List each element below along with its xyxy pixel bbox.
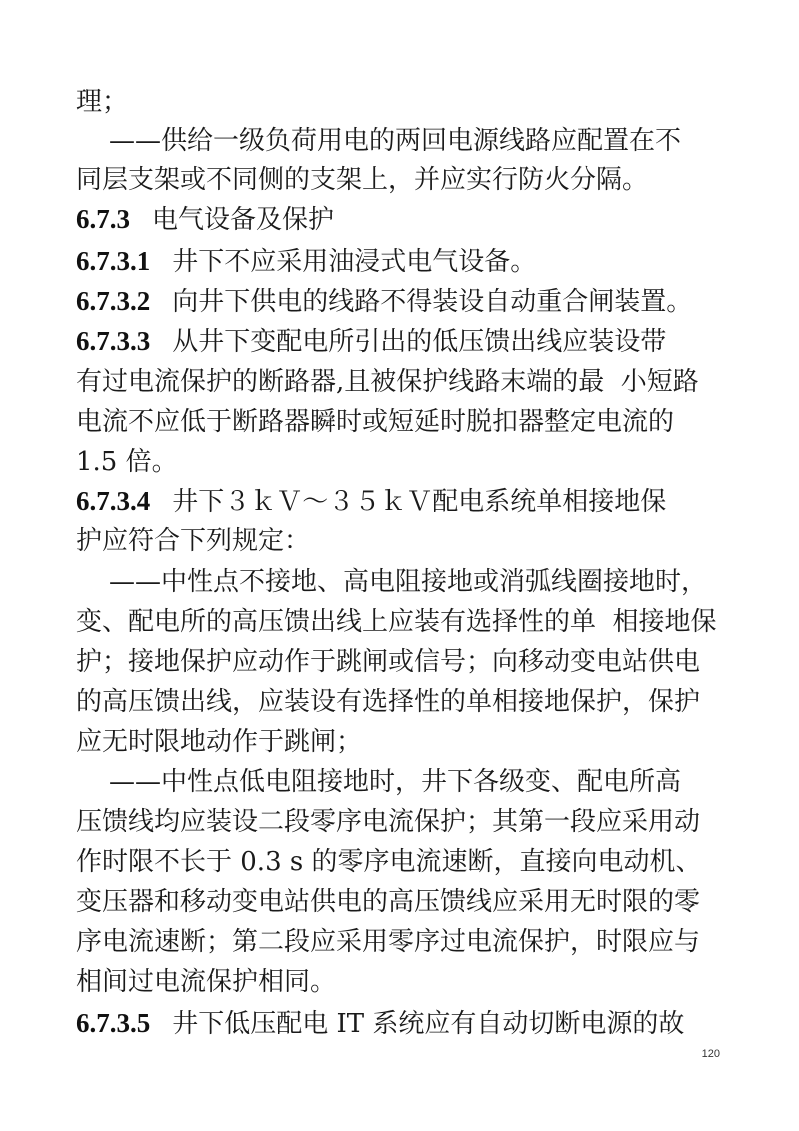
text-line	[76, 602, 736, 642]
line-text: 护；接地保护应动作于跳闸或信号；向移动变电站供电	[76, 647, 701, 677]
line-text: 有过电流保护的断路器,且被保护线路末端的最 小短路	[76, 367, 699, 397]
line-text: 电气设备及保护	[152, 205, 335, 235]
text-line	[76, 802, 736, 842]
line-text: 变压器和移动变电站供电的高压馈线应采用无时限的零	[76, 887, 701, 917]
clause-line	[76, 241, 736, 281]
line-text: ——中性点低电阻接地时，井下各级变、配电所高	[76, 767, 682, 797]
line-text: 压馈线均应装设二段零序电流保护；其第一段应采用动	[76, 807, 701, 837]
text-line	[76, 160, 736, 200]
clause-number: 6.7.3.4	[76, 486, 151, 516]
text-line	[76, 882, 736, 922]
text-line	[76, 642, 736, 682]
text-line	[76, 962, 736, 1002]
clause-line	[76, 321, 736, 361]
clause-number: 6.7.3.1	[76, 246, 151, 276]
text-line	[76, 722, 736, 762]
text-line	[76, 842, 736, 882]
section-heading	[76, 199, 736, 239]
line-text: 井下３ｋＶ～３５ｋＶ配电系统单相接地保	[172, 487, 667, 517]
text-line	[76, 82, 736, 122]
line-text: 井下低压配电 IT 系统应有自动切断电源的故	[172, 1009, 685, 1039]
clause-line	[76, 1003, 736, 1043]
line-text: ——供给一级负荷用电的两回电源线路应配置在不	[76, 126, 682, 156]
line-text: 电流不应低于断路器瞬时或短延时脱扣器整定电流的	[76, 407, 675, 437]
text-line	[76, 442, 736, 482]
clause-line	[76, 281, 736, 321]
line-text: 序电流速断；第二段应采用零序过电流保护，时限应与	[76, 927, 701, 957]
line-text: 理；	[76, 87, 129, 117]
text-line	[76, 121, 736, 161]
clause-line	[76, 481, 736, 521]
line-text: 作时限不长于 0.3 s 的零序电流速断，直接向电动机、	[76, 847, 702, 877]
line-text: 1.5 倍。	[76, 447, 178, 477]
clause-number: 6.7.3.2	[76, 286, 151, 316]
line-text: 从井下变配电所引出的低压馈出线应装设带	[172, 327, 667, 357]
text-line	[76, 922, 736, 962]
line-text: 井下不应采用油浸式电气设备。	[172, 247, 537, 277]
text-line	[76, 402, 736, 442]
line-text: 应无时限地动作于跳闸；	[76, 727, 363, 757]
line-text: 护应符合下列规定：	[76, 526, 311, 556]
clause-number: 6.7.3	[76, 204, 130, 234]
line-text: 的高压馈出线，应装设有选择性的单相接地保护，保护	[76, 687, 701, 717]
text-line	[76, 521, 736, 561]
line-text: 向井下供电的线路不得装设自动重合闸装置。	[172, 287, 693, 317]
text-line	[76, 562, 736, 602]
clause-number: 6.7.3.5	[76, 1008, 151, 1038]
text-line	[76, 362, 736, 402]
line-text: 同层支架或不同侧的支架上，并应实行防火分隔。	[76, 165, 649, 195]
line-text: 变、配电所的高压馈出线上应装有选择性的单 相接地保	[76, 607, 717, 637]
line-text: ——中性点不接地、高电阻接地或消弧线圈接地时，	[76, 567, 708, 597]
text-line	[76, 762, 736, 802]
line-text: 相间过电流保护相同。	[76, 967, 337, 997]
text-line	[76, 682, 736, 722]
page-number: 120	[701, 1048, 720, 1060]
clause-number: 6.7.3.3	[76, 326, 151, 356]
